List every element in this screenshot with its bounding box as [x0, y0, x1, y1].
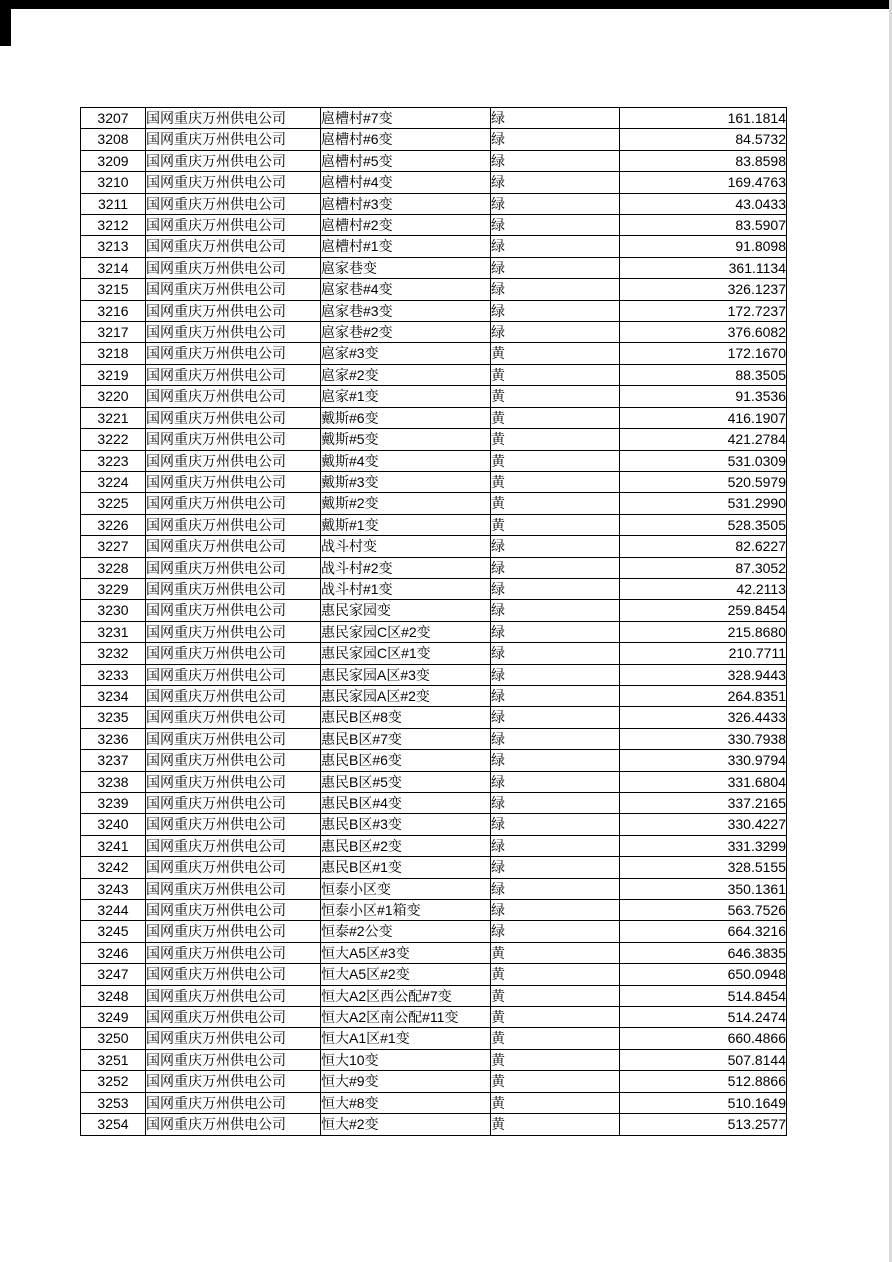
cell-value: 650.0948 — [620, 964, 787, 985]
cell-value: 514.2474 — [620, 1007, 787, 1028]
cell-value: 161.1814 — [620, 108, 787, 129]
cell-company: 国网重庆万州供电公司 — [146, 493, 321, 514]
cell-value: 510.1649 — [620, 1092, 787, 1113]
cell-company: 国网重庆万州供电公司 — [146, 364, 321, 385]
cell-status: 绿 — [491, 664, 620, 685]
cell-company: 国网重庆万州供电公司 — [146, 750, 321, 771]
table-row — [81, 514, 787, 535]
table-row — [81, 450, 787, 471]
cell-company: 国网重庆万州供电公司 — [146, 578, 321, 599]
cell-station: 惠民家园A区#2变 — [321, 685, 491, 706]
cell-status: 黄 — [491, 364, 620, 385]
cell-value: 328.9443 — [620, 664, 787, 685]
cell-company: 国网重庆万州供电公司 — [146, 514, 321, 535]
table-row — [81, 172, 787, 193]
table-row — [81, 643, 787, 664]
table-row — [81, 322, 787, 343]
cell-status: 绿 — [491, 857, 620, 878]
cell-value: 331.3299 — [620, 835, 787, 856]
cell-company: 国网重庆万州供电公司 — [146, 985, 321, 1006]
cell-status: 绿 — [491, 150, 620, 171]
cell-status: 黄 — [491, 985, 620, 1006]
cell-value: 172.7237 — [620, 300, 787, 321]
table-row — [81, 150, 787, 171]
cell-status: 绿 — [491, 600, 620, 621]
cell-station: 惠民B区#3变 — [321, 814, 491, 835]
cell-id: 3220 — [81, 386, 146, 407]
cell-id: 3248 — [81, 985, 146, 1006]
table-row — [81, 900, 787, 921]
table-row — [81, 343, 787, 364]
table-row — [81, 193, 787, 214]
cell-station: 惠民B区#2变 — [321, 835, 491, 856]
table-row — [81, 1071, 787, 1092]
cell-value: 337.2165 — [620, 793, 787, 814]
cell-station: 惠民B区#6变 — [321, 750, 491, 771]
cell-station: 戴斯#5变 — [321, 429, 491, 450]
table-row — [81, 664, 787, 685]
table-row — [81, 621, 787, 642]
cell-station: 恒泰小区变 — [321, 878, 491, 899]
table-row — [81, 364, 787, 385]
cell-company: 国网重庆万州供电公司 — [146, 193, 321, 214]
table-row — [81, 878, 787, 899]
cell-company: 国网重庆万州供电公司 — [146, 600, 321, 621]
cell-id: 3207 — [81, 108, 146, 129]
cell-value: 664.3216 — [620, 921, 787, 942]
table-row — [81, 964, 787, 985]
cell-company: 国网重庆万州供电公司 — [146, 322, 321, 343]
cell-status: 黄 — [491, 1114, 620, 1135]
cell-status: 绿 — [491, 322, 620, 343]
cell-station: 恒大A5区#3变 — [321, 942, 491, 963]
cell-value: 82.6227 — [620, 536, 787, 557]
cell-station: 恒大A2区南公配#11变 — [321, 1007, 491, 1028]
table-row — [81, 1028, 787, 1049]
cell-id: 3253 — [81, 1092, 146, 1113]
cell-value: 528.3505 — [620, 514, 787, 535]
data-table — [80, 107, 787, 1136]
cell-company: 国网重庆万州供电公司 — [146, 429, 321, 450]
cell-id: 3221 — [81, 407, 146, 428]
table-row — [81, 1007, 787, 1028]
cell-station: 戴斯#6变 — [321, 407, 491, 428]
cell-id: 3210 — [81, 172, 146, 193]
table-row — [81, 835, 787, 856]
table-row — [81, 429, 787, 450]
cell-station: 惠民家园A区#3变 — [321, 664, 491, 685]
cell-status: 黄 — [491, 1007, 620, 1028]
cell-station: 恒大A1区#1变 — [321, 1028, 491, 1049]
cell-status: 黄 — [491, 450, 620, 471]
cell-status: 绿 — [491, 921, 620, 942]
cell-station: 扈家#2变 — [321, 364, 491, 385]
cell-id: 3211 — [81, 193, 146, 214]
cell-station: 战斗村#1变 — [321, 578, 491, 599]
cell-station: 战斗村变 — [321, 536, 491, 557]
cell-status: 绿 — [491, 643, 620, 664]
cell-value: 43.0433 — [620, 193, 787, 214]
table-row — [81, 557, 787, 578]
cell-status: 黄 — [491, 493, 620, 514]
cell-status: 绿 — [491, 900, 620, 921]
cell-status: 绿 — [491, 621, 620, 642]
cell-station: 扈家#3变 — [321, 343, 491, 364]
cell-id: 3219 — [81, 364, 146, 385]
table-row — [81, 1092, 787, 1113]
cell-company: 国网重庆万州供电公司 — [146, 1007, 321, 1028]
cell-id: 3242 — [81, 857, 146, 878]
cell-company: 国网重庆万州供电公司 — [146, 450, 321, 471]
cell-station: 扈家#1变 — [321, 386, 491, 407]
cell-status: 绿 — [491, 215, 620, 236]
cell-station: 恒大#8变 — [321, 1092, 491, 1113]
cell-value: 531.0309 — [620, 450, 787, 471]
table-row — [81, 129, 787, 150]
cell-company: 国网重庆万州供电公司 — [146, 900, 321, 921]
cell-status: 绿 — [491, 728, 620, 749]
cell-station: 惠民B区#4变 — [321, 793, 491, 814]
cell-id: 3252 — [81, 1071, 146, 1092]
cell-company: 国网重庆万州供电公司 — [146, 964, 321, 985]
cell-station: 恒泰小区#1箱变 — [321, 900, 491, 921]
cell-station: 惠民B区#1变 — [321, 857, 491, 878]
cell-station: 扈家巷#4变 — [321, 279, 491, 300]
table-row — [81, 921, 787, 942]
cell-id: 3243 — [81, 878, 146, 899]
table-row — [81, 1049, 787, 1070]
cell-id: 3212 — [81, 215, 146, 236]
table-row — [81, 857, 787, 878]
cell-status: 绿 — [491, 300, 620, 321]
cell-status: 绿 — [491, 750, 620, 771]
cell-value: 169.4763 — [620, 172, 787, 193]
cell-value: 331.6804 — [620, 771, 787, 792]
cell-status: 黄 — [491, 407, 620, 428]
cell-company: 国网重庆万州供电公司 — [146, 707, 321, 728]
cell-status: 绿 — [491, 236, 620, 257]
cell-company: 国网重庆万州供电公司 — [146, 108, 321, 129]
cell-company: 国网重庆万州供电公司 — [146, 685, 321, 706]
cell-company: 国网重庆万州供电公司 — [146, 557, 321, 578]
table-row — [81, 942, 787, 963]
cell-company: 国网重庆万州供电公司 — [146, 172, 321, 193]
cell-value: 42.2113 — [620, 578, 787, 599]
cell-status: 黄 — [491, 514, 620, 535]
cell-value: 172.1670 — [620, 343, 787, 364]
cell-id: 3218 — [81, 343, 146, 364]
cell-station: 扈家巷#2变 — [321, 322, 491, 343]
cell-id: 3240 — [81, 814, 146, 835]
cell-value: 328.5155 — [620, 857, 787, 878]
cell-id: 3250 — [81, 1028, 146, 1049]
cell-status: 绿 — [491, 172, 620, 193]
cell-company: 国网重庆万州供电公司 — [146, 878, 321, 899]
cell-company: 国网重庆万州供电公司 — [146, 536, 321, 557]
cell-status: 黄 — [491, 1092, 620, 1113]
cell-station: 惠民家园变 — [321, 600, 491, 621]
cell-station: 扈槽村#4变 — [321, 172, 491, 193]
cell-status: 黄 — [491, 1071, 620, 1092]
cell-id: 3239 — [81, 793, 146, 814]
cell-company: 国网重庆万州供电公司 — [146, 279, 321, 300]
table-row — [81, 536, 787, 557]
table-row — [81, 600, 787, 621]
cell-station: 扈槽村#2变 — [321, 215, 491, 236]
cell-id: 3234 — [81, 685, 146, 706]
table-row — [81, 707, 787, 728]
cell-status: 黄 — [491, 471, 620, 492]
cell-id: 3246 — [81, 942, 146, 963]
cell-station: 恒泰#2公变 — [321, 921, 491, 942]
cell-status: 黄 — [491, 964, 620, 985]
cell-status: 绿 — [491, 129, 620, 150]
cell-value: 88.3505 — [620, 364, 787, 385]
cell-company: 国网重庆万州供电公司 — [146, 643, 321, 664]
cell-station: 战斗村#2变 — [321, 557, 491, 578]
cell-company: 国网重庆万州供电公司 — [146, 728, 321, 749]
cell-status: 绿 — [491, 707, 620, 728]
cell-id: 3244 — [81, 900, 146, 921]
cell-company: 国网重庆万州供电公司 — [146, 471, 321, 492]
cell-company: 国网重庆万州供电公司 — [146, 921, 321, 942]
cell-value: 350.1361 — [620, 878, 787, 899]
cell-id: 3209 — [81, 150, 146, 171]
table-row — [81, 493, 787, 514]
table-row — [81, 257, 787, 278]
table-row — [81, 985, 787, 1006]
cell-id: 3251 — [81, 1049, 146, 1070]
cell-value: 83.5907 — [620, 215, 787, 236]
cell-station: 扈槽村#1变 — [321, 236, 491, 257]
cell-id: 3224 — [81, 471, 146, 492]
cell-id: 3245 — [81, 921, 146, 942]
cell-value: 87.3052 — [620, 557, 787, 578]
cell-company: 国网重庆万州供电公司 — [146, 215, 321, 236]
cell-company: 国网重庆万州供电公司 — [146, 1092, 321, 1113]
cell-station: 戴斯#2变 — [321, 493, 491, 514]
cell-station: 惠民B区#5变 — [321, 771, 491, 792]
table-row — [81, 771, 787, 792]
cell-id: 3213 — [81, 236, 146, 257]
cell-value: 514.8454 — [620, 985, 787, 1006]
cell-id: 3249 — [81, 1007, 146, 1028]
cell-company: 国网重庆万州供电公司 — [146, 814, 321, 835]
cell-station: 扈槽村#5变 — [321, 150, 491, 171]
cell-id: 3235 — [81, 707, 146, 728]
table-body — [81, 108, 787, 1136]
cell-status: 黄 — [491, 343, 620, 364]
cell-status: 绿 — [491, 193, 620, 214]
cell-id: 3241 — [81, 835, 146, 856]
cell-station: 戴斯#3变 — [321, 471, 491, 492]
cell-station: 惠民家园C区#1变 — [321, 643, 491, 664]
cell-id: 3237 — [81, 750, 146, 771]
cell-value: 513.2577 — [620, 1114, 787, 1135]
cell-id: 3236 — [81, 728, 146, 749]
cell-company: 国网重庆万州供电公司 — [146, 664, 321, 685]
cell-value: 210.7711 — [620, 643, 787, 664]
cell-company: 国网重庆万州供电公司 — [146, 300, 321, 321]
cell-station: 扈槽村#7变 — [321, 108, 491, 129]
cell-station: 恒大A2区西公配#7变 — [321, 985, 491, 1006]
cell-station: 戴斯#1变 — [321, 514, 491, 535]
cell-id: 3247 — [81, 964, 146, 985]
cell-status: 绿 — [491, 835, 620, 856]
scan-artifact-left-bar — [0, 0, 11, 46]
cell-company: 国网重庆万州供电公司 — [146, 1049, 321, 1070]
cell-value: 83.8598 — [620, 150, 787, 171]
cell-company: 国网重庆万州供电公司 — [146, 257, 321, 278]
cell-status: 绿 — [491, 685, 620, 706]
cell-status: 绿 — [491, 257, 620, 278]
cell-id: 3217 — [81, 322, 146, 343]
cell-status: 黄 — [491, 429, 620, 450]
cell-station: 惠民家园C区#2变 — [321, 621, 491, 642]
cell-company: 国网重庆万州供电公司 — [146, 1071, 321, 1092]
table-row — [81, 386, 787, 407]
cell-company: 国网重庆万州供电公司 — [146, 771, 321, 792]
cell-value: 512.8866 — [620, 1071, 787, 1092]
cell-company: 国网重庆万州供电公司 — [146, 942, 321, 963]
cell-status: 绿 — [491, 771, 620, 792]
cell-value: 326.4433 — [620, 707, 787, 728]
cell-value: 361.1134 — [620, 257, 787, 278]
cell-id: 3222 — [81, 429, 146, 450]
cell-status: 绿 — [491, 536, 620, 557]
table-row — [81, 1114, 787, 1135]
cell-value: 326.1237 — [620, 279, 787, 300]
cell-company: 国网重庆万州供电公司 — [146, 835, 321, 856]
cell-status: 绿 — [491, 814, 620, 835]
cell-value: 660.4866 — [620, 1028, 787, 1049]
cell-status: 绿 — [491, 108, 620, 129]
cell-value: 646.3835 — [620, 942, 787, 963]
cell-value: 330.9794 — [620, 750, 787, 771]
cell-station: 恒大#9变 — [321, 1071, 491, 1092]
cell-company: 国网重庆万州供电公司 — [146, 621, 321, 642]
cell-value: 507.8144 — [620, 1049, 787, 1070]
cell-id: 3232 — [81, 643, 146, 664]
cell-station: 扈家巷#3变 — [321, 300, 491, 321]
cell-id: 3216 — [81, 300, 146, 321]
cell-id: 3226 — [81, 514, 146, 535]
cell-id: 3223 — [81, 450, 146, 471]
cell-station: 扈家巷变 — [321, 257, 491, 278]
cell-status: 绿 — [491, 557, 620, 578]
table-row — [81, 407, 787, 428]
cell-value: 264.8351 — [620, 685, 787, 706]
cell-id: 3215 — [81, 279, 146, 300]
table-row — [81, 471, 787, 492]
table-row — [81, 750, 787, 771]
cell-station: 扈槽村#6变 — [321, 129, 491, 150]
cell-value: 330.7938 — [620, 728, 787, 749]
cell-company: 国网重庆万州供电公司 — [146, 1028, 321, 1049]
cell-value: 330.4227 — [620, 814, 787, 835]
cell-status: 绿 — [491, 878, 620, 899]
table-row — [81, 685, 787, 706]
cell-value: 563.7526 — [620, 900, 787, 921]
cell-company: 国网重庆万州供电公司 — [146, 386, 321, 407]
table-row — [81, 108, 787, 129]
cell-value: 215.8680 — [620, 621, 787, 642]
cell-status: 黄 — [491, 1049, 620, 1070]
scan-artifact-top-bar — [0, 0, 892, 9]
table-row — [81, 279, 787, 300]
table-row — [81, 215, 787, 236]
cell-id: 3225 — [81, 493, 146, 514]
table-row — [81, 236, 787, 257]
table-row — [81, 300, 787, 321]
cell-id: 3233 — [81, 664, 146, 685]
cell-company: 国网重庆万州供电公司 — [146, 857, 321, 878]
cell-company: 国网重庆万州供电公司 — [146, 407, 321, 428]
cell-value: 531.2990 — [620, 493, 787, 514]
cell-station: 惠民B区#7变 — [321, 728, 491, 749]
cell-value: 416.1907 — [620, 407, 787, 428]
cell-status: 黄 — [491, 942, 620, 963]
cell-id: 3229 — [81, 578, 146, 599]
cell-value: 520.5979 — [620, 471, 787, 492]
cell-station: 恒大A5区#2变 — [321, 964, 491, 985]
cell-company: 国网重庆万州供电公司 — [146, 343, 321, 364]
cell-id: 3208 — [81, 129, 146, 150]
cell-id: 3228 — [81, 557, 146, 578]
cell-id: 3254 — [81, 1114, 146, 1135]
cell-value: 84.5732 — [620, 129, 787, 150]
cell-status: 绿 — [491, 578, 620, 599]
table-row — [81, 814, 787, 835]
cell-status: 绿 — [491, 793, 620, 814]
cell-status: 黄 — [491, 386, 620, 407]
cell-status: 黄 — [491, 1028, 620, 1049]
cell-station: 扈槽村#3变 — [321, 193, 491, 214]
table-row — [81, 578, 787, 599]
cell-station: 戴斯#4变 — [321, 450, 491, 471]
table-container — [80, 107, 787, 1136]
cell-company: 国网重庆万州供电公司 — [146, 150, 321, 171]
cell-id: 3214 — [81, 257, 146, 278]
cell-station: 恒大10变 — [321, 1049, 491, 1070]
cell-id: 3230 — [81, 600, 146, 621]
cell-value: 91.8098 — [620, 236, 787, 257]
cell-value: 421.2784 — [620, 429, 787, 450]
cell-value: 376.6082 — [620, 322, 787, 343]
cell-value: 91.3536 — [620, 386, 787, 407]
cell-id: 3227 — [81, 536, 146, 557]
cell-company: 国网重庆万州供电公司 — [146, 129, 321, 150]
cell-value: 259.8454 — [620, 600, 787, 621]
cell-id: 3231 — [81, 621, 146, 642]
cell-id: 3238 — [81, 771, 146, 792]
table-row — [81, 728, 787, 749]
cell-company: 国网重庆万州供电公司 — [146, 236, 321, 257]
cell-station: 恒大#2变 — [321, 1114, 491, 1135]
cell-company: 国网重庆万州供电公司 — [146, 1114, 321, 1135]
table-row — [81, 793, 787, 814]
cell-company: 国网重庆万州供电公司 — [146, 793, 321, 814]
cell-status: 绿 — [491, 279, 620, 300]
cell-station: 惠民B区#8变 — [321, 707, 491, 728]
